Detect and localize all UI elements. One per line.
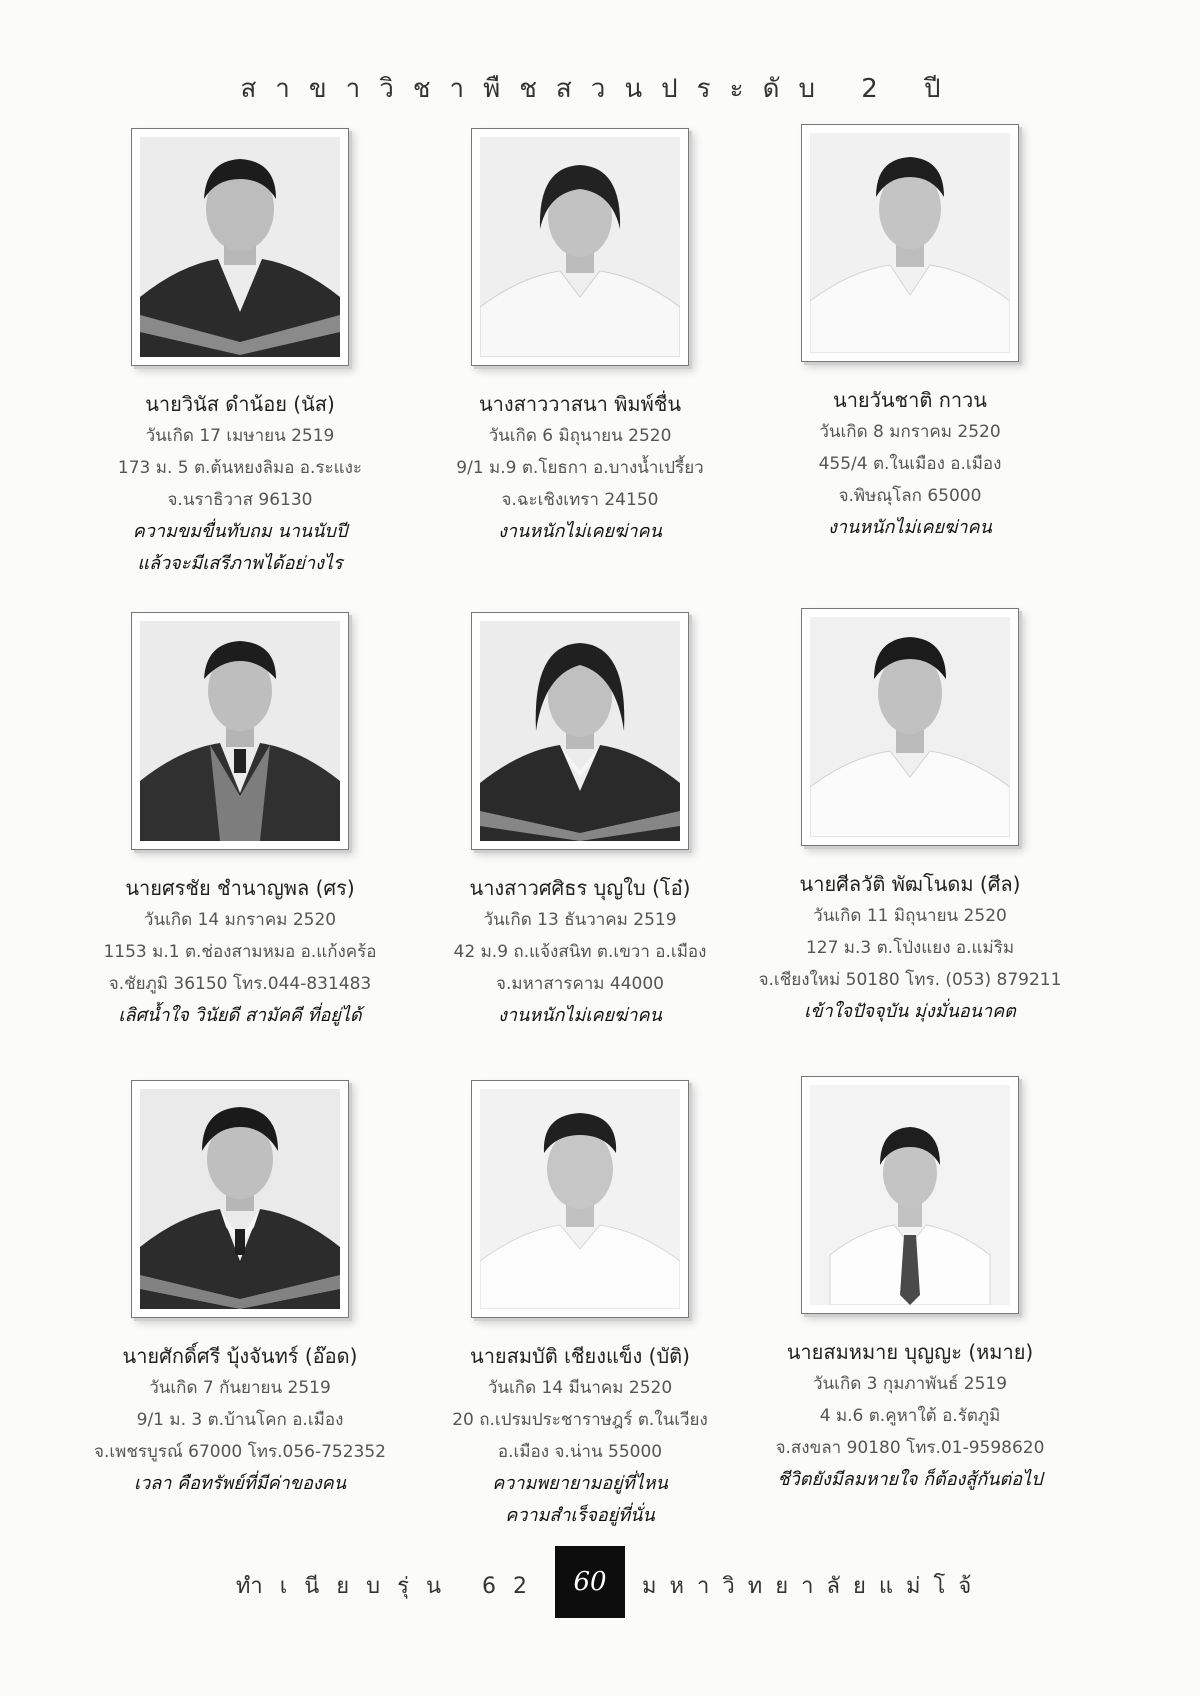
student-photo — [471, 128, 689, 366]
student-name: นายศักดิ์ศรี บุ้งจันทร์ (อ๊อด) — [122, 1344, 358, 1368]
student-card — [730, 124, 1090, 544]
student-card — [400, 1080, 760, 1532]
birth-date: วันเกิด 17 เมษายน 2519 — [145, 426, 335, 446]
address-line: 4 ม.6 ต.คูหาใต้ อ.รัตภูมิ — [819, 1406, 1001, 1426]
motto-line: ความพยายามอยู่ที่ไหน — [492, 1473, 668, 1494]
student-photo — [131, 128, 349, 366]
student-name: นายวินัส ดำน้อย (นัส) — [145, 392, 335, 416]
address-line: จ.เชียงใหม่ 50180 โทร. (053) 879211 — [758, 970, 1062, 990]
shirt-portrait-icon — [480, 1089, 680, 1309]
student-card — [60, 1080, 420, 1500]
shirt-portrait-icon — [480, 137, 680, 357]
student-name: นายศีลวัติ พัฒโนดม (ศีล) — [799, 872, 1021, 896]
address-line: 455/4 ต.ในเมือง อ.เมือง — [818, 454, 1002, 474]
birth-date: วันเกิด 3 กุมภาพันธ์ 2519 — [812, 1374, 1008, 1394]
motto-line: เวลา คือทรัพย์ที่มีค่าของคน — [133, 1473, 347, 1494]
birth-date: วันเกิด 13 ธันวาคม 2519 — [483, 910, 677, 930]
address-line: จ.มหาสารคาม 44000 — [496, 974, 664, 994]
address-line: 127 ม.3 ต.โป่งแยง อ.แม่ริม — [805, 938, 1015, 958]
student-card — [730, 608, 1090, 1028]
student-photo — [801, 608, 1019, 846]
tie-portrait-icon — [810, 1085, 1010, 1305]
address-line: 9/1 ม.9 ต.โยธกา อ.บางน้ำเปรี้ยว — [456, 458, 704, 478]
birth-date: วันเกิด 14 มกราคม 2520 — [143, 910, 337, 930]
motto-line: งานหนักไม่เคยฆ่าคน — [828, 517, 992, 538]
motto-line: ความขมขื่นทับถม นานนับปี — [132, 521, 348, 542]
motto-line: ชีวิตยังมีลมหายใจ ก็ต้องสู้กันต่อไป — [777, 1469, 1043, 1490]
address-line: อ.เมือง จ.น่าน 55000 — [497, 1442, 663, 1462]
birth-date: วันเกิด 7 กันยายน 2519 — [149, 1378, 331, 1398]
shirt-portrait-icon — [810, 133, 1010, 353]
page-number: 60 — [555, 1546, 625, 1618]
birth-date: วันเกิด 6 มิถุนายน 2520 — [488, 426, 672, 446]
motto-line: เลิศน้ำใจ วินัยดี สามัคคี ที่อยู่ได้ — [118, 1005, 362, 1026]
graduation-gown-portrait-icon — [140, 621, 340, 841]
address-line: จ.ชัยภูมิ 36150 โทร.044-831483 — [108, 974, 372, 994]
graduation-gown-portrait-icon — [140, 1089, 340, 1309]
student-card — [400, 612, 760, 1032]
student-card — [400, 128, 760, 548]
address-line: 42 ม.9 ถ.แจ้งสนิท ต.เขวา อ.เมือง — [453, 942, 707, 962]
student-card — [730, 1076, 1090, 1496]
address-line: จ.สงขลา 90180 โทร.01-9598620 — [775, 1438, 1045, 1458]
student-photo — [471, 1080, 689, 1318]
motto-line: งานหนักไม่เคยฆ่าคน — [498, 1005, 662, 1026]
motto-line: ความสำเร็จอยู่ที่นั่น — [505, 1505, 655, 1526]
motto-line: งานหนักไม่เคยฆ่าคน — [498, 521, 662, 542]
graduation-gown-portrait-icon — [480, 621, 680, 841]
address-line: 173 ม. 5 ต.ต้นหยงลิมอ อ.ระแงะ — [117, 458, 363, 478]
student-photo — [131, 612, 349, 850]
student-name: นายศรชัย ชำนาญพล (ศร) — [125, 876, 355, 900]
student-photo — [801, 1076, 1019, 1314]
birth-date: วันเกิด 14 มีนาคม 2520 — [487, 1378, 673, 1398]
birth-date: วันเกิด 8 มกราคม 2520 — [819, 422, 1001, 442]
address-line: 20 ถ.เปรมประชาราษฎร์ ต.ในเวียง — [452, 1410, 708, 1430]
footer-university-name: มหาวิทยาลัยแม่โจ้ — [642, 1574, 985, 1599]
student-card — [60, 128, 420, 580]
page-footer — [0, 1546, 1200, 1618]
student-name: นายสมหมาย บุญญะ (หมาย) — [786, 1340, 1034, 1364]
student-name: นางสาวศศิธร บุญใบ (โอ๋) — [469, 876, 691, 900]
address-line: จ.นราธิวาส 96130 — [167, 490, 313, 510]
student-name: นายสมบัติ เชียงแข็ง (บัติ) — [470, 1344, 690, 1368]
page-title: สาขาวิชาพืชสวนประดับ 2 ปี — [240, 74, 960, 104]
address-line: 1153 ม.1 ต.ช่องสามหมอ อ.แก้งคร้อ — [103, 942, 377, 962]
shirt-portrait-icon — [810, 617, 1010, 837]
motto-line: แล้วจะมีเสรีภาพได้อย่างไร — [137, 553, 343, 574]
motto-line: เข้าใจปัจจุบัน มุ่งมั่นอนาคต — [804, 1001, 1016, 1022]
address-line: จ.พิษณุโลก 65000 — [838, 486, 982, 506]
student-name: นายวันชาติ กาวน — [833, 388, 987, 412]
birth-date: วันเกิด 11 มิถุนายน 2520 — [813, 906, 1007, 926]
student-name: นางสาววาสนา พิมพ์ชื่น — [478, 392, 682, 416]
student-photo — [471, 612, 689, 850]
footer-yearbook-title: ทำเนียบรุ่น 62 — [235, 1574, 544, 1599]
student-photo — [801, 124, 1019, 362]
address-line: 9/1 ม. 3 ต.บ้านโคก อ.เมือง — [136, 1410, 344, 1430]
address-line: จ.ฉะเชิงเทรา 24150 — [501, 490, 659, 510]
student-photo — [131, 1080, 349, 1318]
student-card — [60, 612, 420, 1032]
address-line: จ.เพชรบูรณ์ 67000 โทร.056-752352 — [94, 1442, 386, 1462]
graduation-gown-portrait-icon — [140, 137, 340, 357]
